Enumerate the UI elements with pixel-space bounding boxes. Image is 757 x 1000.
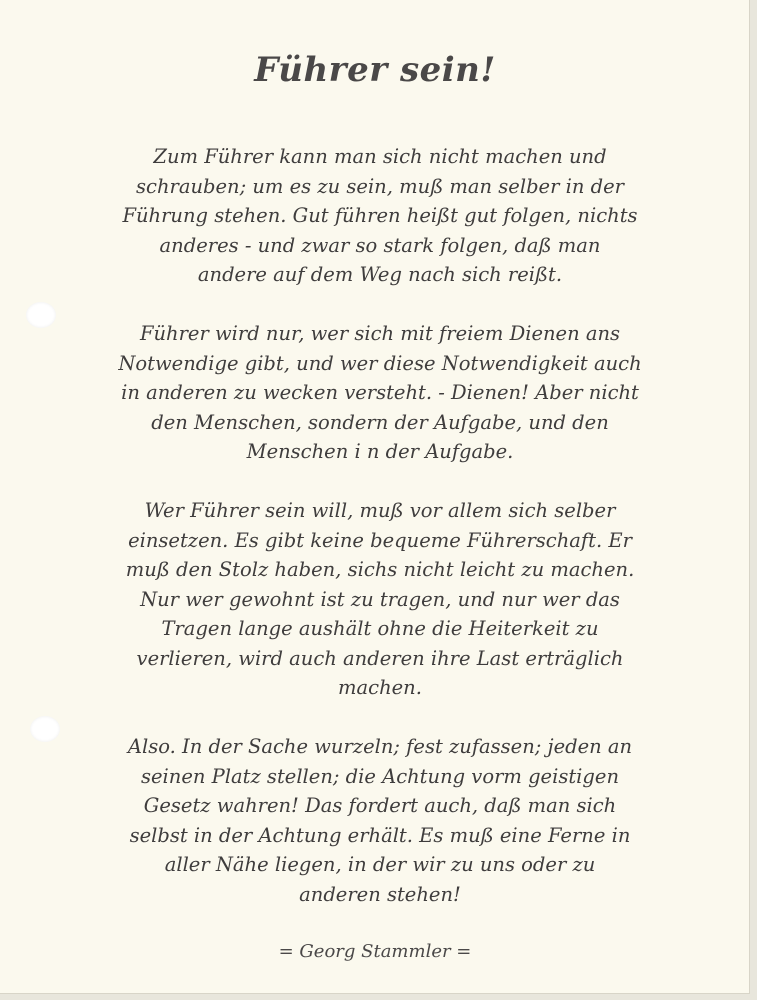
text-line: einsetzen. Es gibt keine bequeme Führerschaft. Er (128, 528, 632, 552)
text-line: in anderen zu wecken versteht. - Dienen! Aber nicht (121, 381, 639, 404)
text-line: schrauben; um es zu sein, muß man selber in der (136, 174, 624, 198)
text-line: muß den Stolz haben, sichs nicht leicht zu machen. (125, 558, 635, 581)
text-line: andere auf dem Weg nach sich reißt. (197, 263, 563, 286)
author-signature: = Georg Stammler = (278, 941, 472, 962)
paragraph-4 (100, 732, 660, 909)
poem-body (100, 142, 660, 939)
text-line: seinen Platz stellen; die Achtung vorm geistigen (141, 764, 619, 788)
text-line: Wer Führer sein will, muß vor allem sich selber (144, 499, 616, 522)
text-line: machen. (338, 676, 422, 699)
text-line: den Menschen, sondern der Aufgabe, und den (151, 410, 609, 434)
text-line: aller Nähe liegen, in der wir zu uns oder zu (164, 853, 596, 876)
text-line: Also. In der Sache wurzeln; fest zufassen; jeden an (127, 735, 633, 758)
paragraph-3 (100, 496, 660, 703)
punch-hole (26, 302, 56, 328)
text-line: Notwendige gibt, und wer diese Notwendigkeit auch (118, 351, 642, 375)
page-title: Führer sein! (254, 50, 496, 90)
text-line: Führung stehen. Gut führen heißt gut folgen, nichts (122, 204, 638, 227)
text-line: Tragen lange aushält ohne die Heiterkeit zu (161, 617, 599, 640)
text-line: Führer wird nur, wer sich mit freiem Dienen ans (139, 322, 621, 345)
text-line: Nur wer gewohnt ist zu tragen, und nur wer das (140, 587, 620, 611)
text-line: Gesetz wahren! Das fordert auch, daß man sich (143, 794, 617, 817)
text-line: Zum Führer kann man sich nicht machen und (153, 145, 607, 168)
text-line: anderen stehen! (299, 882, 461, 906)
paragraph-2 (100, 319, 660, 467)
text-line: verlieren, wird auch anderen ihre Last erträglich (136, 646, 624, 670)
text-line: selbst in der Achtung erhält. Es muß eine Ferne in (129, 823, 631, 847)
text-line: anderes - und zwar so stark folgen, daß man (159, 233, 601, 257)
paragraph-1 (100, 142, 660, 290)
text-line: Menschen i n der Aufgabe. (246, 440, 514, 463)
punch-hole (30, 716, 60, 742)
